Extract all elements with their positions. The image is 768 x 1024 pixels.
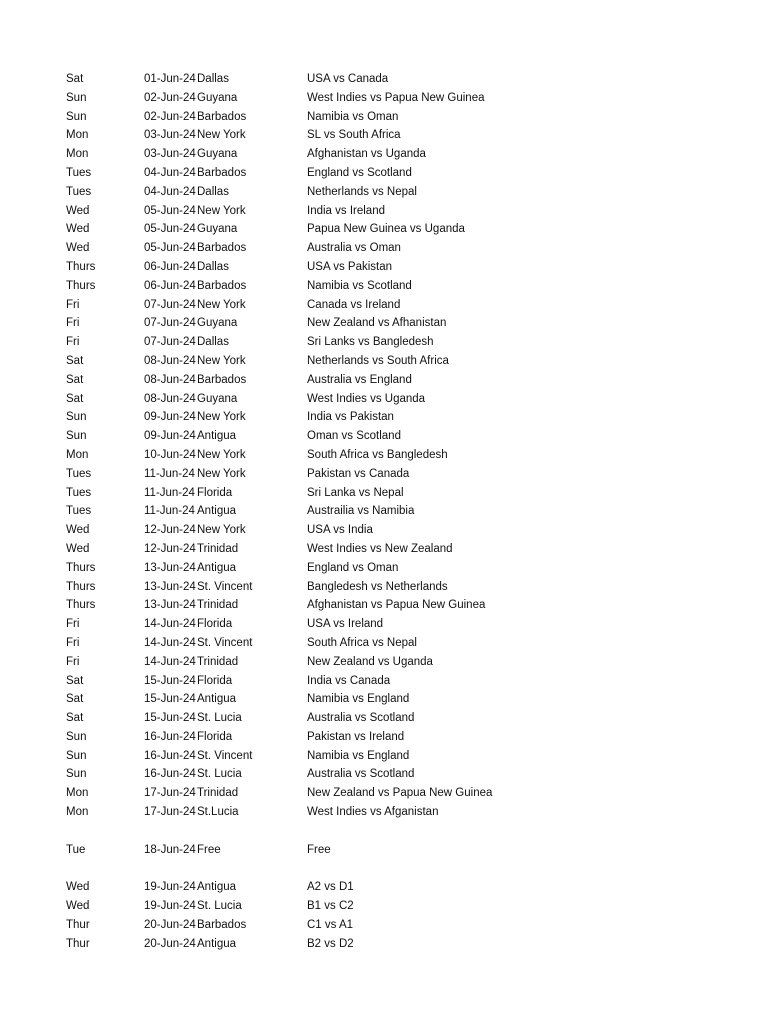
schedule-venue-cell: New York — [197, 467, 246, 480]
schedule-venue-cell: New York — [197, 129, 246, 142]
schedule-date-cell: 15-Jun-24 — [144, 674, 196, 687]
schedule-match-cell: West Indies vs Papua New Guinea — [307, 91, 485, 104]
schedule-day-cell: Sun — [66, 110, 87, 123]
schedule-match-cell: Australia vs Oman — [307, 242, 401, 255]
schedule-row — [0, 653, 768, 672]
schedule-day-cell: Tues — [66, 467, 92, 480]
schedule-row — [0, 728, 768, 747]
schedule-venue-cell: New York — [197, 354, 246, 367]
schedule-match-cell: Sri Lanks vs Bangledesh — [307, 336, 434, 349]
schedule-venue-cell: Guyana — [197, 223, 238, 236]
schedule-venue-cell: Florida — [197, 486, 233, 499]
schedule-venue-cell: Antigua — [197, 505, 237, 518]
schedule-day-cell: Wed — [66, 542, 90, 555]
schedule-date-cell: 02-Jun-24 — [144, 110, 196, 123]
schedule-day-cell: Fri — [66, 655, 80, 668]
schedule-match-cell: New Zealand vs Afhanistan — [307, 317, 447, 330]
schedule-date-cell: 15-Jun-24 — [144, 693, 196, 706]
schedule-day-cell: Fri — [66, 336, 80, 349]
schedule-date-cell: 14-Jun-24 — [144, 655, 196, 668]
schedule-venue-cell: Barbados — [197, 166, 247, 179]
schedule-match-cell: India vs Canada — [307, 674, 391, 687]
schedule-row — [0, 126, 768, 145]
schedule-row — [0, 465, 768, 484]
schedule-match-cell: India vs Ireland — [307, 204, 385, 217]
schedule-venue-cell: Barbados — [197, 110, 247, 123]
schedule-match-cell: India vs Pakistan — [307, 411, 394, 424]
schedule-venue-cell: Barbados — [197, 373, 247, 386]
schedule-match-cell: New Zealand vs Uganda — [307, 655, 433, 668]
schedule-date-cell: 19-Jun-24 — [144, 900, 196, 913]
schedule-venue-cell: St. Lucia — [197, 768, 242, 781]
schedule-match-cell: England vs Oman — [307, 561, 399, 574]
schedule-day-cell: Sat — [66, 392, 84, 405]
schedule-row — [0, 333, 768, 352]
schedule-date-cell: 05-Jun-24 — [144, 204, 196, 217]
schedule-date-cell: 13-Jun-24 — [144, 580, 196, 593]
schedule-row — [0, 408, 768, 427]
schedule-row — [0, 672, 768, 691]
schedule-venue-cell: Free — [197, 843, 221, 856]
schedule-row — [0, 89, 768, 108]
schedule-match-cell: Oman vs Scotland — [307, 430, 401, 443]
schedule-venue-cell: Florida — [197, 730, 233, 743]
schedule-date-cell: 11-Jun-24 — [144, 505, 195, 518]
schedule-venue-cell: St. Vincent — [197, 636, 253, 649]
schedule-venue-cell: St. Lucia — [197, 712, 242, 725]
schedule-row — [0, 521, 768, 540]
schedule-match-cell: Namibia vs Oman — [307, 110, 399, 123]
schedule-venue-cell: St. Vincent — [197, 749, 253, 762]
schedule-row — [0, 709, 768, 728]
schedule-day-cell: Sun — [66, 730, 87, 743]
schedule-match-cell: Australia vs Scotland — [307, 768, 415, 781]
schedule-match-cell: B2 vs D2 — [307, 937, 354, 950]
schedule-date-cell: 15-Jun-24 — [144, 712, 196, 725]
schedule-row — [0, 878, 768, 897]
schedule-date-cell: 03-Jun-24 — [144, 129, 196, 142]
schedule-row — [0, 502, 768, 521]
schedule-match-cell: Namibia vs Scotland — [307, 279, 412, 292]
schedule-row — [0, 784, 768, 803]
schedule-venue-cell: Guyana — [197, 392, 238, 405]
schedule-date-cell: 03-Jun-24 — [144, 148, 196, 161]
schedule-date-cell: 14-Jun-24 — [144, 636, 196, 649]
schedule-date-cell: 08-Jun-24 — [144, 392, 196, 405]
schedule-date-cell: 07-Jun-24 — [144, 298, 196, 311]
schedule-date-cell: 10-Jun-24 — [144, 448, 196, 461]
schedule-venue-cell: Guyana — [197, 148, 238, 161]
schedule-day-cell: Thur — [66, 918, 90, 931]
schedule-match-cell: New Zealand vs Papua New Guinea — [307, 787, 493, 800]
schedule-day-cell: Fri — [66, 317, 80, 330]
schedule-row — [0, 916, 768, 935]
schedule-day-cell: Sun — [66, 411, 87, 424]
schedule-venue-cell: Trinidad — [197, 542, 239, 555]
schedule-day-cell: Wed — [66, 881, 90, 894]
schedule-venue-cell: St.Lucia — [197, 806, 239, 819]
schedule-venue-cell: New York — [197, 411, 246, 424]
schedule-row — [0, 202, 768, 221]
schedule-row — [0, 164, 768, 183]
schedule-day-cell: Sat — [66, 712, 84, 725]
schedule-date-cell: 13-Jun-24 — [144, 599, 196, 612]
schedule-date-cell: 16-Jun-24 — [144, 749, 196, 762]
schedule-venue-cell: Antigua — [197, 561, 237, 574]
schedule-row — [0, 390, 768, 409]
schedule-match-cell: Austrailia vs Namibia — [307, 505, 415, 518]
schedule-row — [0, 803, 768, 822]
schedule-venue-cell: New York — [197, 448, 246, 461]
schedule-day-cell: Mon — [66, 148, 89, 161]
schedule-date-cell: 16-Jun-24 — [144, 768, 196, 781]
schedule-day-cell: Wed — [66, 242, 90, 255]
schedule-venue-cell: Dallas — [197, 73, 229, 85]
schedule-day-cell: Fri — [66, 636, 80, 649]
schedule-date-cell: 07-Jun-24 — [144, 336, 196, 349]
schedule-day-cell: Tues — [66, 486, 92, 499]
schedule-day-cell: Sat — [66, 354, 84, 367]
schedule-venue-cell: Antigua — [197, 430, 237, 443]
schedule-venue-cell: New York — [197, 524, 246, 537]
schedule-row — [0, 108, 768, 127]
schedule-venue-cell: Barbados — [197, 279, 247, 292]
schedule-venue-cell: Antigua — [197, 937, 237, 950]
schedule-day-cell: Tues — [66, 505, 92, 518]
schedule-match-cell: Namibia vs England — [307, 749, 410, 762]
schedule-day-cell: Mon — [66, 448, 89, 461]
schedule-venue-cell: Trinidad — [197, 787, 239, 800]
schedule-day-cell: Fri — [66, 618, 80, 631]
schedule-day-cell: Sun — [66, 91, 87, 104]
schedule-day-cell: Sun — [66, 749, 87, 762]
schedule-row — [0, 596, 768, 615]
schedule-row — [0, 258, 768, 277]
schedule-venue-cell: St. Lucia — [197, 900, 242, 913]
schedule-day-cell: Thurs — [66, 561, 96, 574]
schedule-match-cell: USA vs India — [307, 524, 373, 537]
schedule-date-cell: 11-Jun-24 — [144, 467, 195, 480]
schedule-row — [0, 578, 768, 597]
schedule-venue-cell: Dallas — [197, 336, 229, 349]
schedule-date-cell: 20-Jun-24 — [144, 918, 196, 931]
schedule-date-cell: 05-Jun-24 — [144, 242, 196, 255]
schedule-row — [0, 765, 768, 784]
schedule-match-cell: West Indies vs New Zealand — [307, 542, 453, 555]
schedule-venue-cell: St. Vincent — [197, 580, 253, 593]
schedule-venue-cell: Florida — [197, 618, 233, 631]
schedule-match-cell: Australia vs England — [307, 373, 412, 386]
schedule-row — [0, 615, 768, 634]
schedule-row — [0, 559, 768, 578]
schedule-match-cell: B1 vs C2 — [307, 900, 354, 913]
schedule-venue-cell: New York — [197, 298, 246, 311]
schedule-match-cell: Canada vs Ireland — [307, 298, 401, 311]
schedule-venue-cell: Guyana — [197, 317, 238, 330]
schedule-row — [0, 690, 768, 709]
schedule-row — [0, 446, 768, 465]
schedule-date-cell: 08-Jun-24 — [144, 373, 196, 386]
schedule-row — [0, 277, 768, 296]
schedule-date-cell: 16-Jun-24 — [144, 730, 196, 743]
schedule-date-cell: 13-Jun-24 — [144, 561, 196, 574]
schedule-match-cell: Afghanistan vs Uganda — [307, 148, 426, 161]
schedule-match-cell: USA vs Ireland — [307, 618, 384, 631]
schedule-venue-cell: Trinidad — [197, 599, 239, 612]
schedule-match-cell: Netherlands vs South Africa — [307, 354, 449, 367]
schedule-date-cell: 07-Jun-24 — [144, 317, 196, 330]
schedule-row — [0, 183, 768, 202]
schedule-day-cell: Tues — [66, 166, 92, 179]
schedule-day-cell: Tue — [66, 843, 86, 856]
schedule-day-cell: Sat — [66, 373, 84, 386]
schedule-day-cell: Thurs — [66, 260, 96, 273]
schedule-venue-cell: Dallas — [197, 260, 229, 273]
schedule-day-cell: Thurs — [66, 580, 96, 593]
schedule-day-cell: Sun — [66, 430, 87, 443]
schedule-match-cell: A2 vs D1 — [307, 881, 354, 894]
schedule-day-cell: Mon — [66, 787, 89, 800]
schedule-date-cell: 04-Jun-24 — [144, 166, 196, 179]
schedule-date-cell: 01-Jun-24 — [144, 73, 196, 85]
schedule-match-cell: Pakistan vs Ireland — [307, 730, 405, 743]
schedule-venue-cell: Barbados — [197, 242, 247, 255]
schedule-row — [0, 145, 768, 164]
schedule-match-cell: C1 vs A1 — [307, 918, 354, 931]
schedule-row — [0, 427, 768, 446]
schedule-match-cell: SL vs South Africa — [307, 129, 401, 142]
schedule-match-cell: Australia vs Scotland — [307, 712, 415, 725]
schedule-day-cell: Fri — [66, 298, 80, 311]
schedule-date-cell: 05-Jun-24 — [144, 223, 196, 236]
schedule-venue-cell: Dallas — [197, 185, 229, 198]
schedule-day-cell: Thur — [66, 937, 90, 950]
schedule-row — [0, 220, 768, 239]
schedule-date-cell: 02-Jun-24 — [144, 91, 196, 104]
schedule-venue-cell: Barbados — [197, 918, 247, 931]
schedule-date-cell: 04-Jun-24 — [144, 185, 196, 198]
schedule-match-cell: West Indies vs Uganda — [307, 392, 426, 405]
schedule-date-cell: 09-Jun-24 — [144, 430, 196, 443]
schedule-row — [0, 841, 768, 860]
schedule-date-cell: 17-Jun-24 — [144, 806, 196, 819]
schedule-match-cell: Sri Lanka vs Nepal — [307, 486, 404, 499]
schedule-row — [0, 296, 768, 315]
schedule-match-cell: West Indies vs Afganistan — [307, 806, 439, 819]
schedule-row — [0, 747, 768, 766]
schedule-day-cell: Wed — [66, 524, 90, 537]
schedule-date-cell: 17-Jun-24 — [144, 787, 196, 800]
schedule-date-cell: 18-Jun-24 — [144, 843, 196, 856]
schedule-match-cell: Namibia vs England — [307, 693, 410, 706]
schedule-table — [0, 70, 768, 953]
schedule-match-cell: South Africa vs Bangledesh — [307, 448, 448, 461]
schedule-day-cell: Tues — [66, 185, 92, 198]
schedule-day-cell: Sat — [66, 674, 84, 687]
schedule-day-cell: Sun — [66, 768, 87, 781]
schedule-venue-cell: Antigua — [197, 881, 237, 894]
schedule-date-cell: 19-Jun-24 — [144, 881, 196, 894]
schedule-day-cell: Thurs — [66, 599, 96, 612]
schedule-venue-cell: New York — [197, 204, 246, 217]
schedule-day-cell: Sat — [66, 693, 84, 706]
schedule-match-cell: USA vs Pakistan — [307, 260, 393, 273]
schedule-row — [0, 70, 768, 89]
schedule-day-cell: Wed — [66, 204, 90, 217]
schedule-match-cell: South Africa vs Nepal — [307, 636, 417, 649]
schedule-date-cell: 06-Jun-24 — [144, 260, 196, 273]
schedule-date-cell: 20-Jun-24 — [144, 937, 196, 950]
schedule-match-cell: England vs Scotland — [307, 166, 412, 179]
schedule-match-cell: Netherlands vs Nepal — [307, 185, 417, 198]
schedule-date-cell: 12-Jun-24 — [144, 524, 196, 537]
schedule-row — [0, 540, 768, 559]
schedule-row — [0, 935, 768, 954]
schedule-venue-cell: Guyana — [197, 91, 238, 104]
schedule-match-cell: Free — [307, 843, 331, 856]
schedule-match-cell: USA vs Canada — [307, 73, 389, 85]
schedule-row — [0, 314, 768, 333]
schedule-venue-cell: Antigua — [197, 693, 237, 706]
schedule-match-cell: Bangledesh vs Netherlands — [307, 580, 448, 593]
schedule-date-cell: 06-Jun-24 — [144, 279, 196, 292]
schedule-venue-cell: Florida — [197, 674, 233, 687]
schedule-date-cell: 14-Jun-24 — [144, 618, 196, 631]
schedule-day-cell: Sat — [66, 73, 84, 85]
schedule-date-cell: 12-Jun-24 — [144, 542, 196, 555]
schedule-row — [0, 634, 768, 653]
schedule-date-cell: 11-Jun-24 — [144, 486, 195, 499]
schedule-day-cell: Wed — [66, 223, 90, 236]
schedule-match-cell: Afghanistan vs Papua New Guinea — [307, 599, 486, 612]
schedule-match-cell: Pakistan vs Canada — [307, 467, 410, 480]
schedule-match-cell: Papua New Guinea vs Uganda — [307, 223, 465, 236]
schedule-venue-cell: Trinidad — [197, 655, 239, 668]
schedule-day-cell: Thurs — [66, 279, 96, 292]
schedule-row — [0, 897, 768, 916]
schedule-row — [0, 239, 768, 258]
schedule-date-cell: 08-Jun-24 — [144, 354, 196, 367]
schedule-row — [0, 484, 768, 503]
schedule-row — [0, 352, 768, 371]
schedule-date-cell: 09-Jun-24 — [144, 411, 196, 424]
schedule-day-cell: Mon — [66, 129, 89, 142]
schedule-row — [0, 371, 768, 390]
schedule-day-cell: Mon — [66, 806, 89, 819]
schedule-day-cell: Wed — [66, 900, 90, 913]
